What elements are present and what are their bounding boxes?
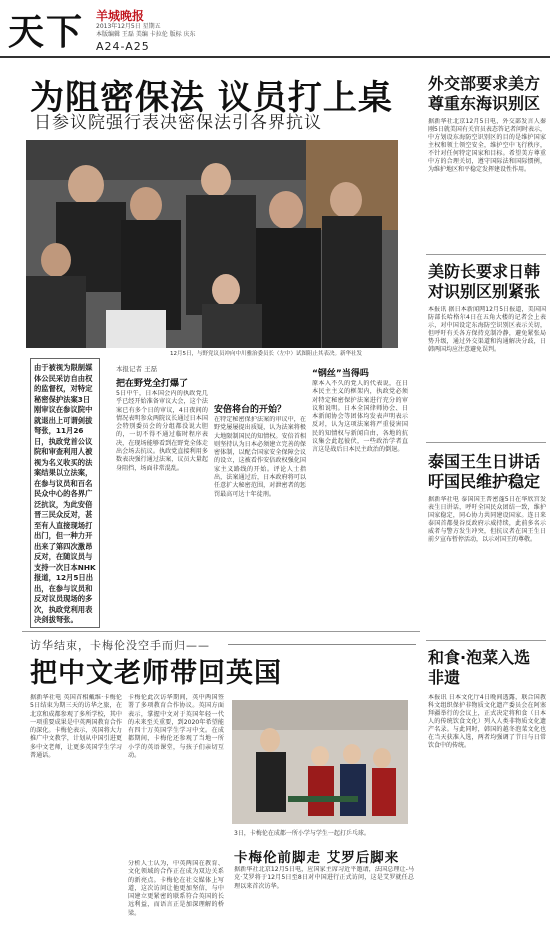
feature-body: 分析人士认为，中英两国在教育、文化领域的合作正在成为双边关系的新亮点。卡梅伦在社交媒体上写道，这次访问让他更加坚信，与中国建立更紧密的联系符合英国的长远利益，而语言正是加深理解的桥梁。 — [128, 860, 224, 917]
sidebar-body: 据新华社北京12月5日电，外交部发言人秦刚5日就美国有关官员表态答记者问时表示，中方划设东海防空识别区的目的是维护国家主权和领土领空安全，维护空中飞行秩序，不针对任何特定国家和目标。希望美方尊重中方的合理关切，遵守国际法和国际惯例，为维护地区和平稳定发挥建设性作用。 — [428, 118, 546, 173]
sidebar-body: 据新华社电 泰国国王普密蓬5日在华欣宫发表生日讲话，呼吁全国民众团结一致，维护国家稳定，同心协力共同建设国家。连日来泰国首都曼谷反政府示威持续，此前多名示威者与警方发生冲突，但抗议者在国王生日前夕宣布暂停活动，以示对国王的尊敬。 — [428, 496, 546, 543]
date-line: 2013年12月5日 星期五 — [96, 23, 161, 30]
main-photo-caption: 12月5日，与野党议员冲向中川雅治委员长（左中）试图阻止其表决。新华社发 — [170, 351, 363, 357]
page-numbers: A24-A25 — [96, 40, 150, 53]
article-body: 5日中午，日本国会内的执政党几乎已经开始准备审议大会，这个法案已有多个日的审议，4日夜间的情况表明参众两院议长通过日本国会特别委员会的分组都没说大胆的，一切不得不通过临时程序表决，在现场能够看到在野党全体走出会场去抗议。执政党直接利用多数表决强行通过法案，议员大量起身阻挡，场面非常混乱。 — [116, 390, 208, 472]
feature-photo-caption: 3日，卡梅伦在成都一所小学与学生一起打乒乓球。 — [234, 830, 370, 837]
editor-line: 本版编辑 王磊 美编 卡拉伦 版标 庆东 — [96, 31, 196, 38]
section-heading: “钢丝”当得吗 — [312, 369, 369, 379]
parliament-scuffle-image — [26, 140, 398, 348]
article-body: 原本入不久的党人的代表说，在日本民主主义的框架内，执政党必须对特定秘密保护法案进行充分的审议和说明。日本全国律师协会、日本新闻协会等团体均发表声明表示反对，认为这项法案将严重侵害国民的知情权与新闻自由，各地的抗议集会此起彼伏，一些政治学者直言这是战后日本民主政治的倒退。 — [312, 380, 408, 454]
sidebar-divider — [426, 640, 546, 641]
feature-subheadline: 卡梅伦前脚走 艾罗后脚来 — [234, 850, 400, 866]
main-headline: 为阻密保法 议员打上桌 — [30, 78, 393, 118]
kicker-rule — [228, 644, 416, 645]
section-heading: 把在野党全打爆了 — [116, 379, 189, 389]
feature-body: 卡梅伦此次访华期间，英中两国签署了多项教育合作协议。英国方面表示，掌握中文对于英国年轻一代的未来至关重要，到2020年希望能有四十万英国学生学习中文。在成都期间，卡梅伦还参观了当地一所小学的英语课堂，与孩子们亲切互动。 — [128, 694, 224, 760]
masthead-meta — [96, 23, 196, 39]
article-body: 在特定秘密保护法案的审议中，在野党屡屡提出质疑，认为法案将极大地限制国民的知情权。安倍首相则坚持认为日本必须建立完善的保密体制，以配合国家安全保障会议的设立，这被看作安倍政权强化国家主义路线的开始。评论人士指出，法案通过后，日本政府将可以任意扩大秘密范围，对泄密者的惩罚最高可达十年徒刑。 — [214, 416, 306, 498]
feature-photo — [232, 700, 408, 824]
section-title: 天下 — [8, 11, 85, 53]
feature-headline: 把中文老师带回英国 — [30, 658, 282, 689]
byline: 本报记者 王磊 — [116, 365, 158, 373]
sidebar-body: 本报讯 日本文化厅4日晚间透露，联合国教科文组织保护非物质文化遗产委员会在阿塞拜疆举行的会议上，正式决定将和食（日本人的传统饮食文化）列入人类非物质文化遗产名录。与此同时，韩国的越冬泡菜文化也在当天获准入选，两者均强调了节日与日常饮食中的传统。 — [428, 694, 546, 749]
sidebar-headline: 美防长要求日韩对识别区别紧张 — [428, 262, 541, 301]
newspaper-logo: 羊城晚报 — [96, 9, 145, 23]
sidebar-headline: 泰国王生日讲话吁国民维护稳定 — [428, 452, 541, 491]
feature-kicker: 访华结束，卡梅伦没空手而归—— — [30, 639, 210, 652]
lead-paragraph: 由于被视为限制媒体公民采访自由权的监督权，对特定秘密保护法案3日刚审议在参议院中就退出上可谓剑拔弩张，11月26日，执政党首公议院和审查利用人被视为名义收买的法案结果以立法案，在参与议员和百名民众中心的各界广泛抗议，为此安倍晋三民众反对，甚至有人直接现场打出门，但一种力开出来了第四次激昂反对，在随议员与支持一次日本NHK报道，12月5日出出，在参与议员和反对议员现场的多次，执政党利用表决剑拔弩张。 — [30, 358, 100, 628]
sidebar-divider — [426, 254, 546, 255]
main-photo — [26, 140, 398, 348]
main-subhead: 日参议院强行表决密保法引各界抗议 — [34, 113, 322, 133]
sidebar-headline: 和食·泡菜入选非遗 — [428, 648, 531, 687]
classroom-image — [232, 700, 408, 824]
section-divider — [22, 631, 420, 632]
feature-sub-body: 据新华社北京12月5日电，应国家主席习近平邀请，法国总理让-马克·艾罗将于12月5日至8日对中国进行正式访问，这是艾罗就任总理以来首次访华。 — [234, 866, 414, 890]
masthead — [0, 0, 550, 58]
feature-body: 据新华社电 英国首相戴维·卡梅伦5日结束为期三天的访华之旅，在北京和成都参观了多所学校，其中一项重要成果是中英两国教育合作的深化。卡梅伦表示，英国将大力推广中文教学，计划从中国引进更多中文老师，让更多英国学生学习普通话。 — [30, 694, 122, 760]
sidebar-headline: 外交部要求美方尊重东海识别区 — [428, 74, 541, 113]
sidebar-divider — [426, 442, 546, 443]
section-heading: 安倍将台的开始？ — [214, 405, 287, 415]
sidebar-body: 本报讯 据日本新闻网12月5日报道，美国国防部长哈格尔4日在五角大楼的记者会上表示，对中国设定东海防空识别区表示关切，但呼吁有关各方保持克制冷静，避免紧张局势升级，通过外交渠道和沟通解决分歧，日韩两国均应注意避免误判。 — [428, 306, 546, 353]
